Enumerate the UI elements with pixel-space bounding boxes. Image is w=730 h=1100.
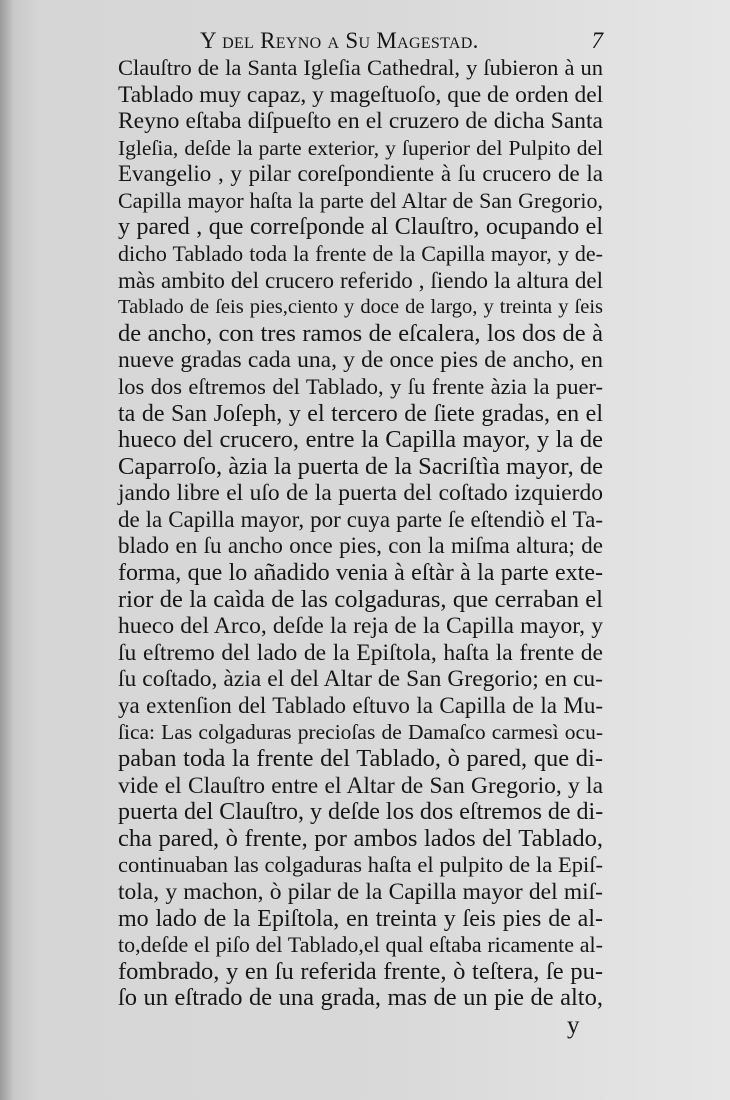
text-line: Evangelio , y pilar coreſpondiente à ſu crucero de la [118, 161, 603, 187]
body-text [118, 55, 603, 1012]
text-line: paban toda la frente del Tablado, ò pared, que di- [118, 745, 603, 773]
text-line: to,deſde el piſo del Tablado,el qual eſtaba ricamente al- [118, 932, 603, 958]
text-line: Caparroſo, àzia la puerta de la Sacriſtìa mayor, de [118, 452, 603, 480]
text-line: tola, y machon, ò pilar de la Capilla mayor del miſ- [118, 878, 603, 905]
text-line: ſo un eſtrado de una grada, mas de un pie de alto, [118, 984, 603, 1012]
text-line: Reyno eſtaba diſpueſto en el cruzero de dicha Santa [118, 108, 603, 135]
text-line: hueco del crucero, entre la Capilla mayor, y la de [118, 426, 603, 454]
text-line: cha pared, ò frente, por ambos lados del Tablado, [118, 824, 603, 852]
catchword: y [567, 1012, 580, 1039]
page-header [118, 28, 603, 58]
text-line: forma, que lo añadido venia à eſtàr à la parte exte- [118, 559, 603, 586]
page-number: 7 [591, 28, 603, 53]
text-line: de ancho, con tres ramos de eſcalera, los dos de à [118, 319, 603, 347]
text-line: ta de San Joſeph, y el tercero de ſiete gradas, en el [118, 400, 603, 427]
text-line: dicho Tablado toda la frente de la Capilla mayor, y de- [118, 241, 603, 267]
text-line: mo lado de la Epiſtola, en treinta y ſeis pies de al- [118, 905, 603, 932]
text-line: nueve gradas cada una, y de once pies de ancho, en [118, 347, 603, 374]
text-line: màs ambito del crucero referido , ſiendo la altura del [118, 267, 603, 293]
text-line: Igleſia, deſde la parte exterior, y ſuperior del Pulpito del [118, 135, 603, 160]
running-head: Y del Reyno a Su Magestad. [200, 28, 479, 53]
text-line: puerta del Clauſtro, y deſde los dos eſtremos de di- [118, 799, 604, 826]
text-line: Tablado muy capaz, y mageſtuoſo, que de orden del [118, 81, 604, 108]
text-line: hueco del Arco, deſde la reja de la Capilla mayor, y [118, 613, 603, 640]
text-line: ſu eſtremo del lado de la Epiſtola, haſta la frente de [118, 639, 603, 666]
text-line: ya extenſion del Tablado eſtuvo la Capilla de la Mu- [118, 692, 603, 718]
text-line: fombrado, y en ſu referida frente, ò teſtera, ſe pu- [118, 957, 603, 985]
text-line: vide el Clauſtro entre el Altar de San Gregorio, y la [118, 772, 603, 799]
text-line: ſu coſtado, àzia el del Altar de San Gregorio; en cu- [118, 666, 603, 693]
text-line: ſica: Las colgaduras precioſas de Damaſco carmesì ocu- [118, 720, 603, 745]
text-line: continuaban las colgaduras haſta el pulpito de la Epiſ- [118, 852, 603, 878]
text-line: de la Capilla mayor, por cuya parte ſe eſtendiò el Ta- [118, 506, 603, 532]
text-line: Clauſtro de la Santa Igleſia Cathedral, y ſubieron à un [118, 55, 603, 80]
text-line: rior de la caìda de las colgaduras, que cerraban el [118, 585, 603, 613]
text-line: blado en ſu ancho once pies, con la miſma altura; de [118, 533, 603, 559]
text-line: y pared , que correſponde al Clauſtro, ocupando el [118, 214, 603, 241]
text-line: los dos eſtremos del Tablado, y ſu frente àzia la puer- [118, 373, 603, 399]
text-line: Capilla mayor haſta la parte del Altar de San Gregorio, [118, 187, 603, 213]
text-line: Tablado de ſeis pies,ciento y doce de largo, y treinta y ſeis [118, 296, 603, 319]
text-line: jando libre el uſo de la puerta del coſtado izquierdo [118, 480, 603, 507]
